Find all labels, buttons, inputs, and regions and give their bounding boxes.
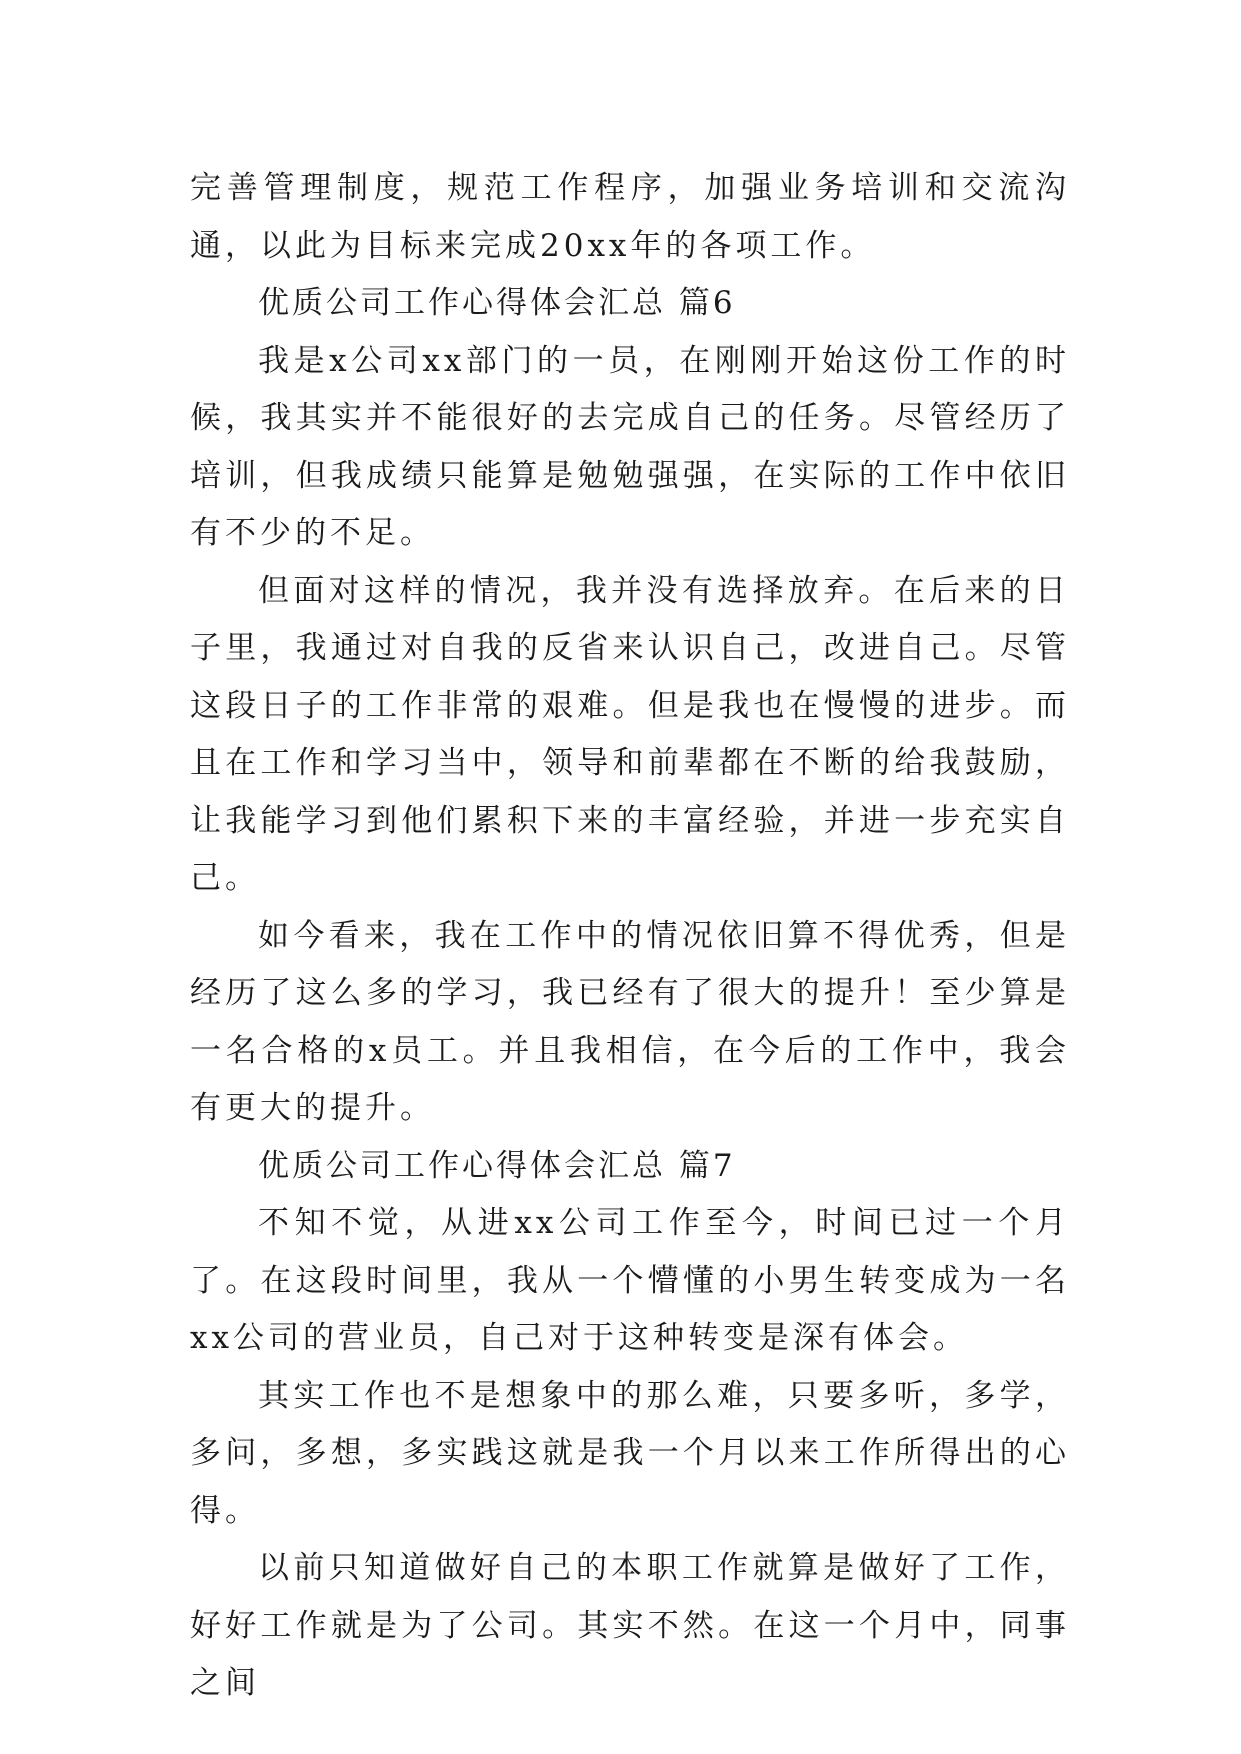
paragraph: 我是x公司xx部门的一员，在刚刚开始这份工作的时候，我其实并不能很好的去完成自己的任务。尽管经历了培训，但我成绩只能算是勉勉强强，在实际的工作中依旧有不少的不足。 bbox=[190, 342, 1070, 551]
paragraph: 以前只知道做好自己的本职工作就算是做好了工作，好好工作就是为了公司。其实不然。在这一个月中，同事之间 bbox=[190, 1550, 1070, 1701]
section-heading-7: 优质公司工作心得体会汇总 篇7 bbox=[258, 1147, 736, 1184]
paragraph: 其实工作也不是想象中的那么难，只要多听，多学，多问，多想，多实践这就是我一个月以来工作所得出的心得。 bbox=[190, 1377, 1070, 1529]
section-heading-6: 优质公司工作心得体会汇总 篇6 bbox=[258, 285, 736, 321]
paragraph-continued: 完善管理制度，规范工作程序，加强业务培训和交流沟通，以此为目标来完成20xx年的各项工作。 bbox=[190, 170, 1070, 264]
document-body bbox=[190, 160, 1070, 1713]
paragraph: 不知不觉，从进xx公司工作至今，时间已过一个月了。在这段时间里，我从一个懵懂的小男生转变成为一名xx公司的营业员，自己对于这种转变是深有体会。 bbox=[190, 1205, 1070, 1356]
paragraph: 但面对这样的情况，我并没有选择放弃。在后来的日子里，我通过对自我的反省来认识自己，改进自己。尽管这段日子的工作非常的艰难。但是我也在慢慢的进步。而且在工作和学习当中，领导和前辈都在不断的给我鼓励，让我能学习到他们累积下来的丰富经验，并进一步充实自己。 bbox=[190, 572, 1070, 896]
paragraph: 如今看来，我在工作中的情况依旧算不得优秀，但是经历了这么多的学习，我已经有了很大的提升！至少算是一名合格的x员工。并且我相信，在今后的工作中，我会有更大的提升。 bbox=[190, 917, 1070, 1126]
